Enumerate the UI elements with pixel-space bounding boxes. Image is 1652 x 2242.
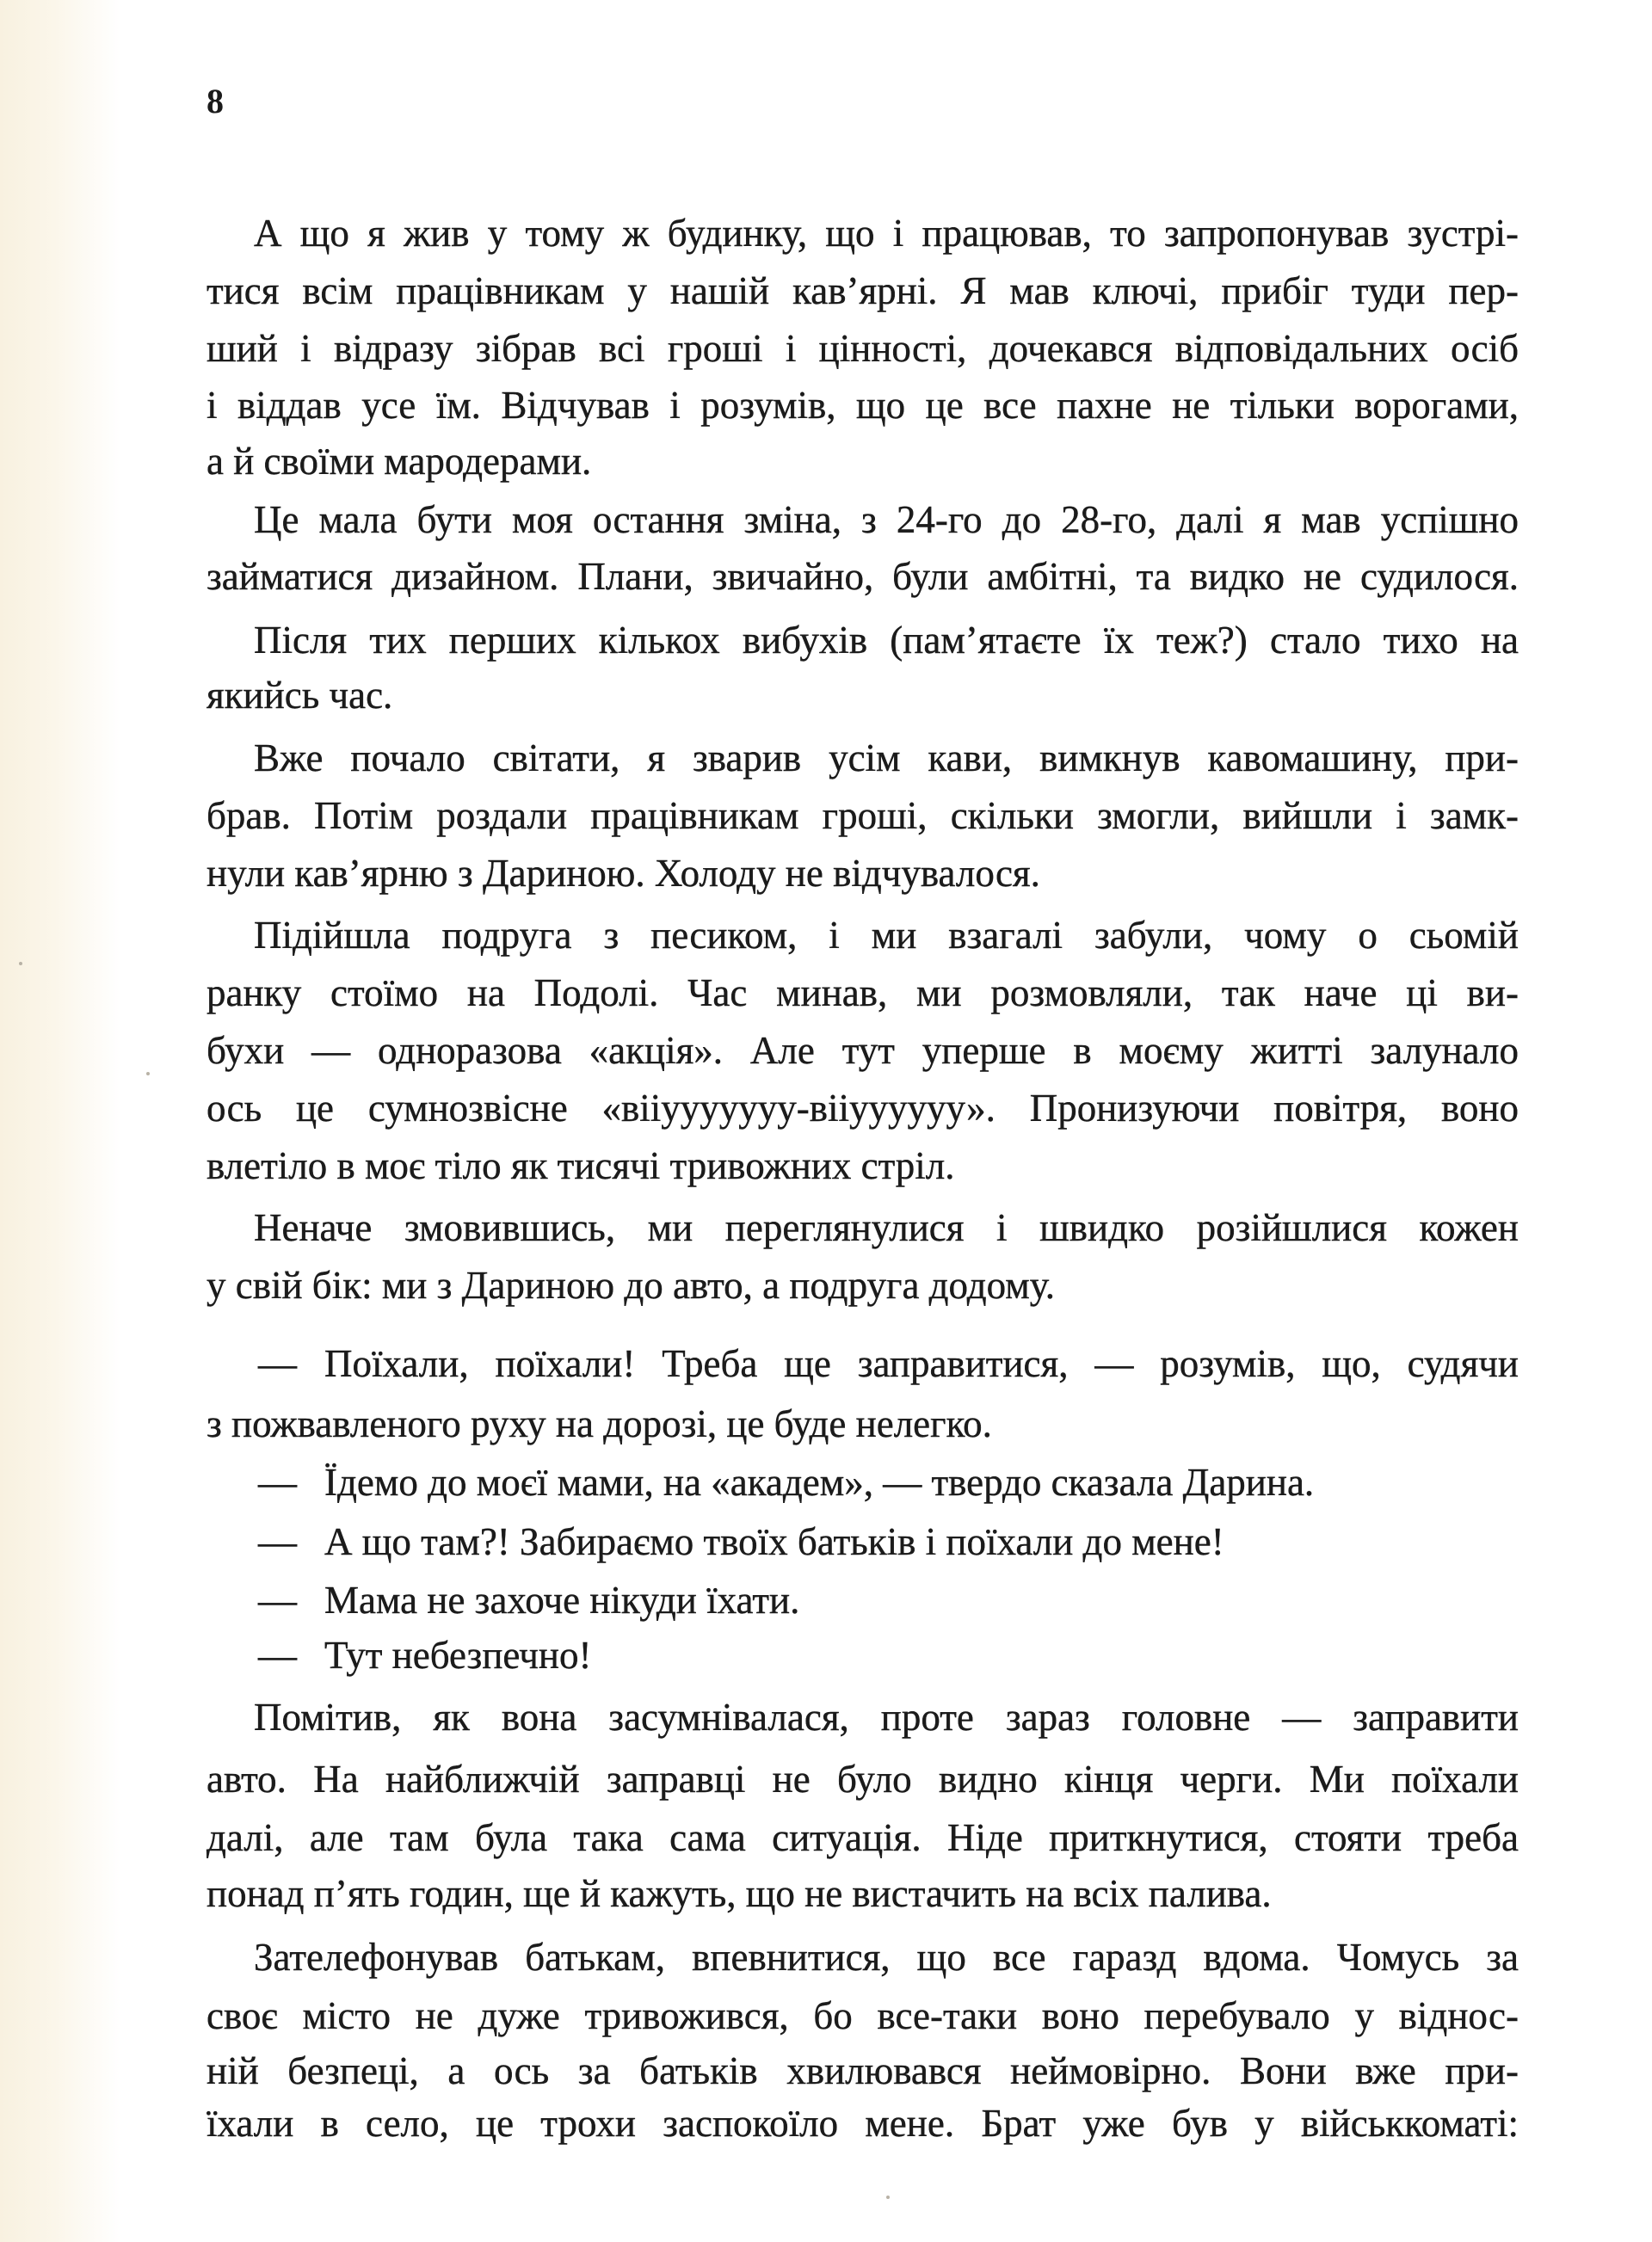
dialogue-line (258, 1629, 1519, 1681)
text-line: ший і відразу зібрав всі гроші і цінності, дочекався відповідальних осіб (206, 327, 1519, 370)
text-line: а й своїми мародерами. (206, 440, 592, 483)
dialogue-text: А що там?! Забираємо твоїх батьків і поїхали до мене! (324, 1520, 1224, 1563)
text-line: влетіло в моє тіло як тисячі тривожних стріл. (206, 1144, 955, 1187)
dialogue-dash: — (258, 1342, 297, 1385)
dialogue-text: Мама не захоче нікуди їхати. (324, 1579, 800, 1622)
text-line: і віддав усе їм. Відчував і розумів, що це все пахне не тільки ворогами, (206, 384, 1519, 427)
text-line: Неначе змовившись, ми переглянулися і швидко розійшлися кожен (254, 1206, 1519, 1249)
text-line: ось це сумнозвісне «вііууууууу-вііуууууу». Пронизуючи повітря, воно (206, 1087, 1519, 1130)
text-line: Вже почало світати, я зварив усім кави, вимкнув кавомашину, при- (254, 736, 1519, 779)
text-line: понад п’ять годин, ще й кажуть, що не вистачить на всіх палива. (206, 1872, 1272, 1915)
text-line: брав. Потім роздали працівникам гроші, скільки змогли, вийшли і замк- (206, 794, 1519, 837)
scan-speck (19, 962, 22, 965)
dialogue-text: Тут небезпечно! (324, 1634, 592, 1677)
dialogue-line (258, 1574, 1519, 1626)
dialogue-line (258, 1338, 1519, 1389)
scan-speck (886, 2196, 890, 2199)
text-line: нули кав’ярню з Дариною. Холоду не відчувалося. (206, 852, 1040, 895)
text-line: їхали в село, це трохи заспокоїло мене. Брат уже був у військкоматі: (206, 2102, 1519, 2145)
dialogue-dash: — (258, 1461, 297, 1504)
dialogue-dash: — (258, 1634, 297, 1677)
text-line: ранку стоїмо на Подолі. Час минав, ми розмовляли, так наче ці ви- (206, 971, 1519, 1014)
text-line: ній безпеці, а ось за батьків хвилювався неймовірно. Вони вже при- (206, 2049, 1519, 2092)
text-line: тися всім працівникам у нашій кав’ярні. Я мав ключі, прибіг туди пер- (206, 269, 1519, 312)
page-number: 8 (206, 82, 224, 120)
text-line: з пожвавленого руху на дорозі, це буде нелегко. (206, 1402, 992, 1445)
dialogue-text: Їдемо до моєї мами, на «академ», — твердо сказала Дарина. (324, 1461, 1315, 1504)
text-line: займатися дизайном. Плани, звичайно, були амбітні, та видко не судилося. (206, 555, 1519, 598)
text-line: далі, але там була така сама ситуація. Ніде приткнутися, стояти треба (206, 1816, 1519, 1859)
text-line: якийсь час. (206, 674, 393, 717)
text-line: Підійшла подруга з песиком, і ми взагалі забули, чому о сьомій (254, 914, 1519, 957)
page-edge-tint (0, 0, 120, 2242)
text-line: авто. На найближчій заправці не було видно кінця черги. Ми поїхали (206, 1758, 1519, 1801)
text-line: Це мала бути моя остання зміна, з 24-го до 28-го, далі я мав успішно (254, 498, 1519, 541)
text-line: Зателефонував батькам, впевнитися, що все гаразд вдома. Чомусь за (254, 1936, 1519, 1979)
text-line: бухи — одноразова «акція». Але тут уперше в моєму житті залунало (206, 1029, 1519, 1072)
text-line: А що я жив у тому ж будинку, що і працював, то запропонував зустрі- (254, 212, 1519, 255)
dialogue-line (258, 1457, 1519, 1508)
text-line: своє місто не дуже тривожився, бо все-таки воно перебувало у віднос- (206, 1994, 1519, 2037)
scan-speck (146, 1072, 150, 1075)
text-line: Після тих перших кількох вибухів (пам’ятаєте їх теж?) стало тихо на (254, 619, 1519, 662)
dialogue-dash: — (258, 1520, 297, 1563)
dialogue-line (258, 1516, 1519, 1568)
text-line: Помітив, як вона засумнівалася, проте зараз головне — заправити (254, 1696, 1519, 1739)
dialogue-text: Поїхали, поїхали! Треба ще заправитися, — розумів, що, судячи (324, 1342, 1519, 1385)
text-line: у свій бік: ми з Дариною до авто, а подруга додому. (206, 1264, 1056, 1307)
dialogue-dash: — (258, 1579, 297, 1622)
